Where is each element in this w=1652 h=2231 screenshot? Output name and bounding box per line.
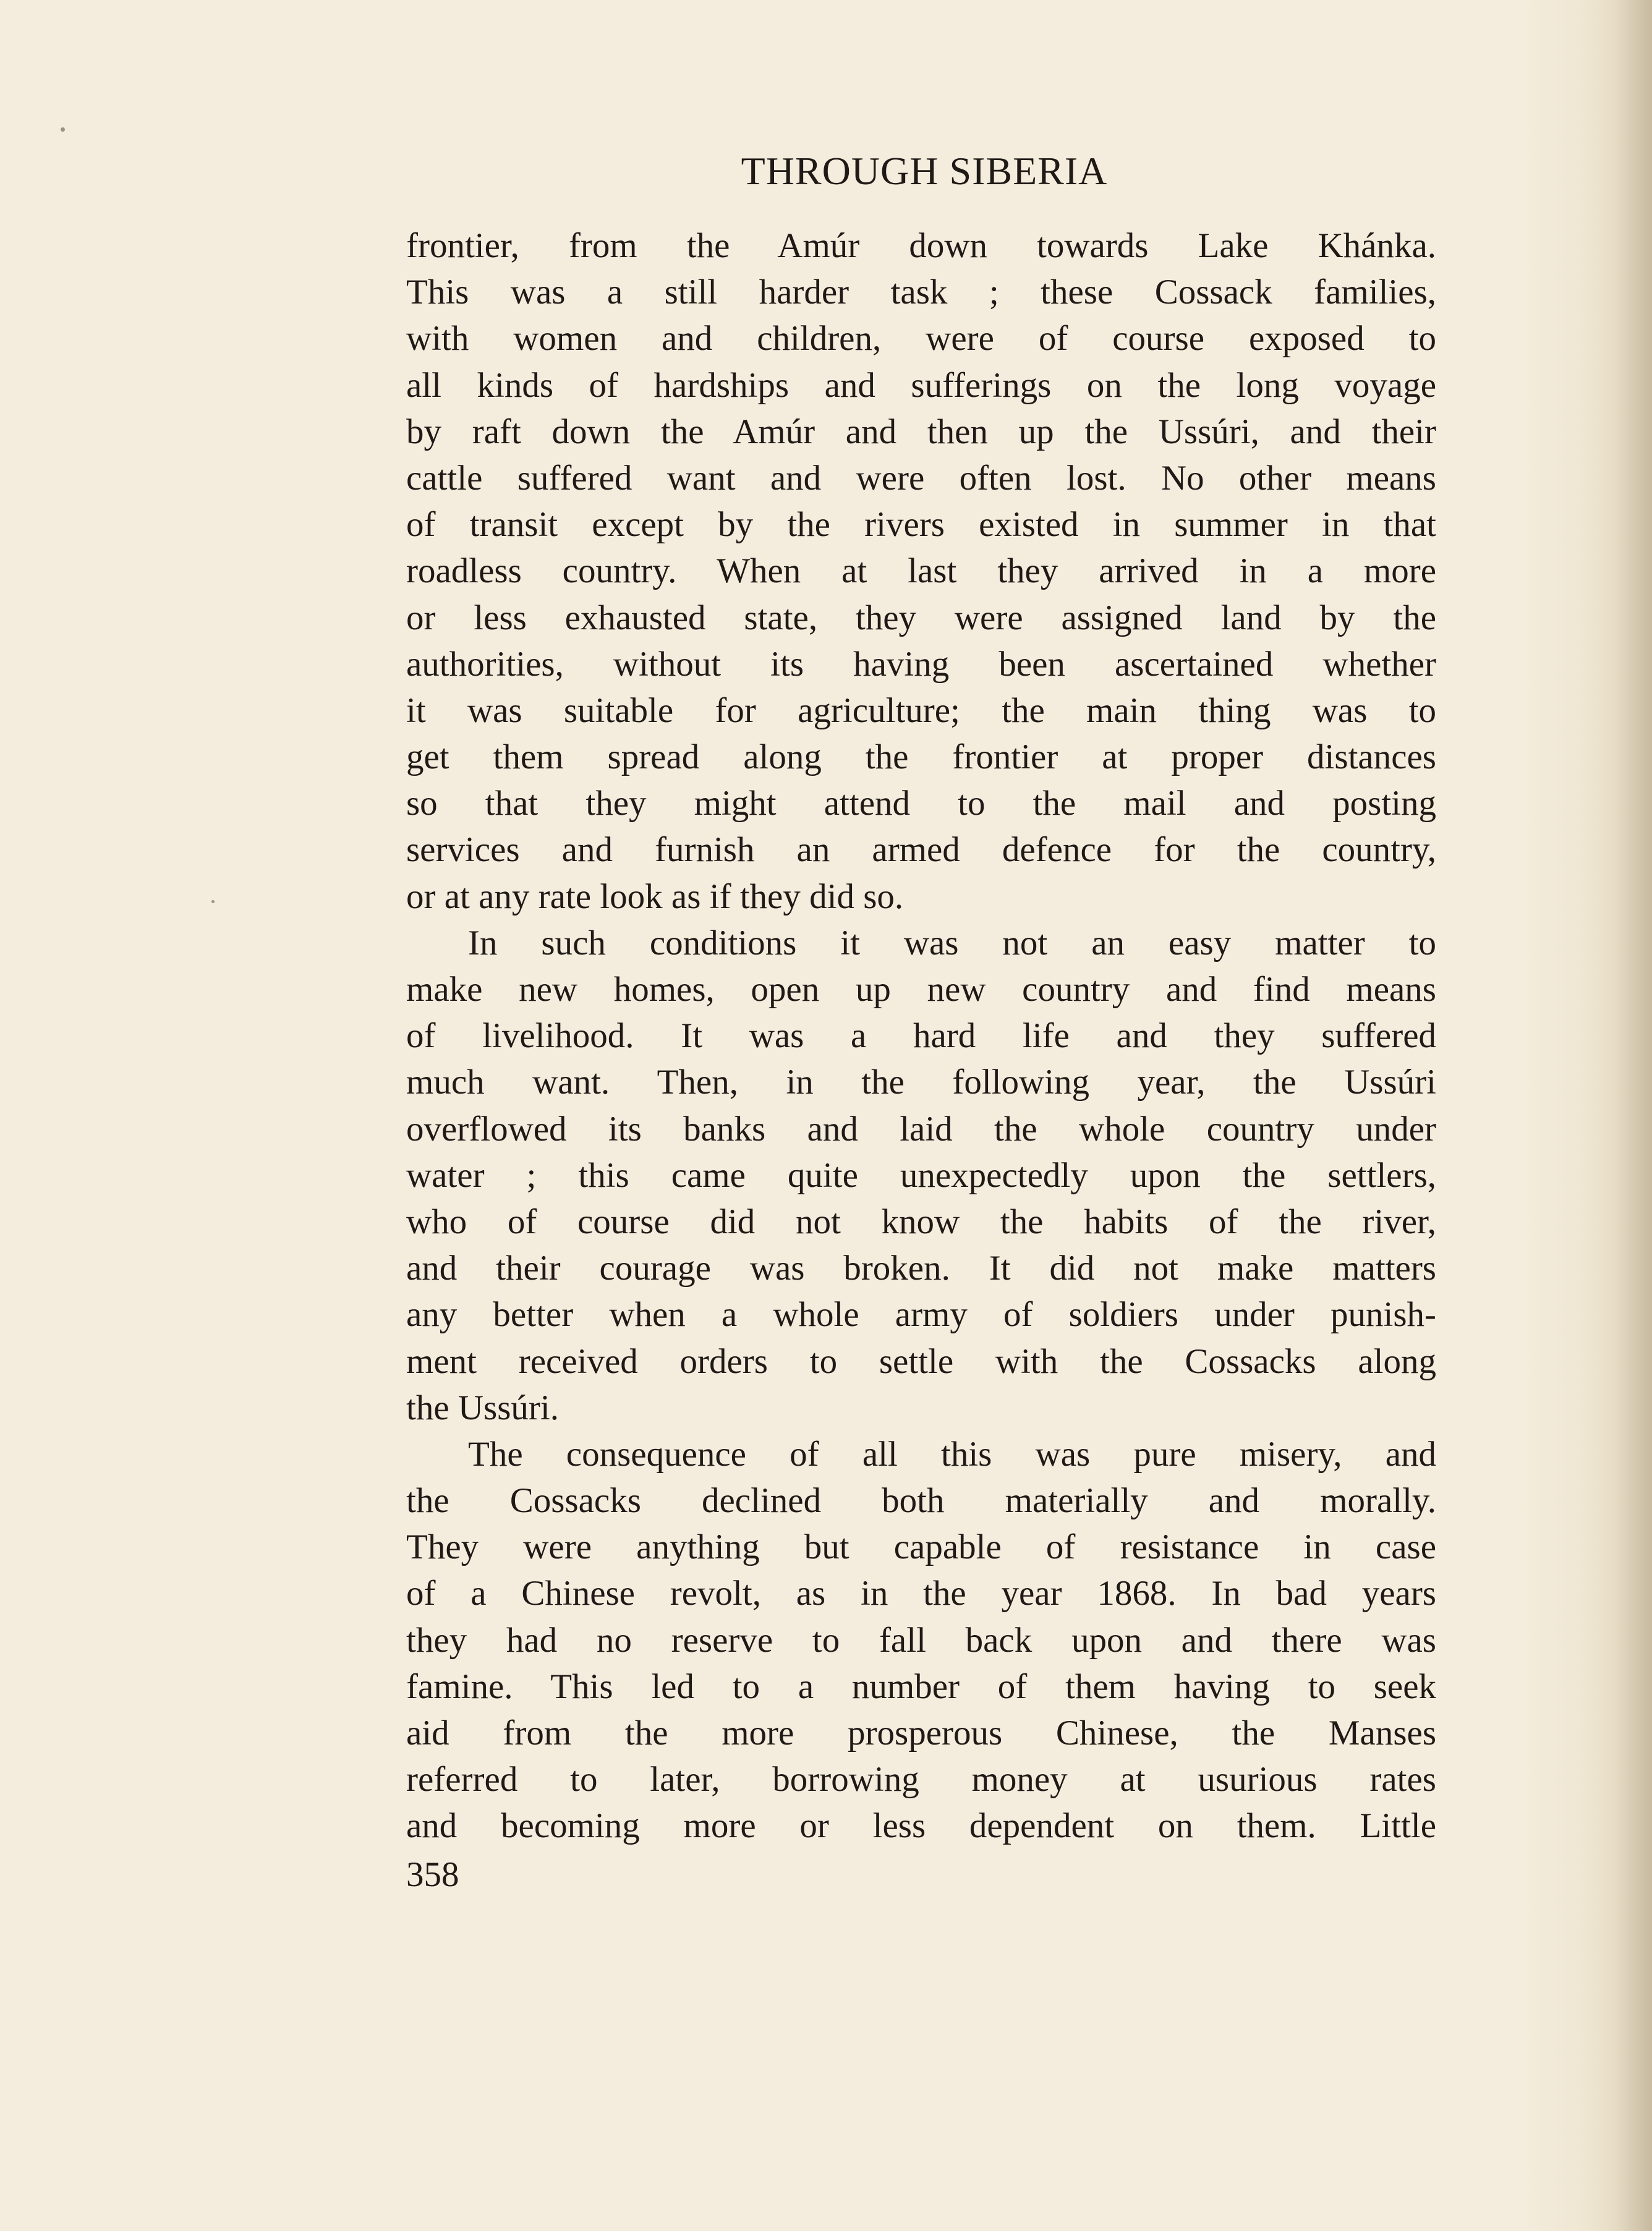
text-line: with women and children, were of course exposed to	[406, 319, 1436, 359]
text-line: aid from the more prosperous Chinese, the Manses	[406, 1714, 1436, 1753]
text-line: who of course did not know the habits of the river,	[406, 1202, 1436, 1241]
paper-speck	[211, 900, 215, 903]
running-head: THROUGH SIBERIA	[741, 149, 1108, 193]
text-line: of transit except by the rivers existed in summer in that	[406, 505, 1436, 545]
text-line: so that they might attend to the mail and posting	[406, 784, 1436, 823]
text-line: and their courage was broken. It did not make matters	[406, 1249, 1436, 1288]
text-line: roadless country. When at last they arrived in a more	[406, 551, 1436, 591]
text-line: referred to later, borrowing money at usurious rates	[406, 1760, 1436, 1800]
text-line: services and furnish an armed defence for the country,	[406, 830, 1436, 870]
text-line: authorities, without its having been ascertained whether	[406, 644, 1436, 684]
text-line: by raft down the Amúr and then up the Ussúri, and their	[406, 412, 1436, 451]
text-line: frontier, from the Amúr down towards Lake Khánka.	[406, 226, 1436, 265]
text-line: the Ussúri.	[406, 1388, 559, 1427]
text-line: They were anything but capable of resistance in case	[406, 1528, 1436, 1567]
text-line: famine. This led to a number of them having to seek	[406, 1667, 1436, 1706]
text-line: and becoming more or less dependent on them. Little	[406, 1806, 1436, 1846]
text-line: of a Chinese revolt, as in the year 1868. In bad years	[406, 1574, 1436, 1613]
paper-speck	[61, 127, 65, 132]
text-line: ment received orders to settle with the Cossacks along	[406, 1341, 1436, 1381]
text-line: they had no reserve to fall back upon and there was	[406, 1620, 1436, 1660]
text-line: the Cossacks declined both materially and morally.	[406, 1481, 1436, 1521]
text-line: it was suitable for agriculture; the main thing was to	[406, 691, 1436, 730]
page-number: 358	[406, 1855, 459, 1894]
text-line: or at any rate look as if they did so.	[406, 877, 904, 916]
body-text	[406, 223, 1436, 1850]
text-line: much want. Then, in the following year, the Ussúri	[406, 1063, 1436, 1102]
text-line: water ; this came quite unexpectedly upon the settlers,	[406, 1155, 1436, 1195]
text-line: cattle suffered want and were often lost. No other means	[406, 458, 1436, 498]
text-line: any better when a whole army of soldiers under punish-	[406, 1295, 1436, 1335]
page-edge-shadow	[1612, 0, 1652, 2231]
text-line: make new homes, open up new country and find means	[406, 970, 1436, 1009]
text-line: or less exhausted state, they were assigned land by the	[406, 598, 1436, 637]
text-line: of livelihood. It was a hard life and they suffered	[406, 1016, 1436, 1056]
text-line: overflowed its banks and laid the whole country under	[406, 1109, 1436, 1149]
text-line: In such conditions it was not an easy matter to	[468, 923, 1436, 963]
text-line: The consequence of all this was pure misery, and	[468, 1434, 1436, 1474]
text-line: all kinds of hardships and sufferings on the long voyage	[406, 365, 1436, 405]
text-line: get them spread along the frontier at proper distances	[406, 737, 1436, 777]
text-line: This was a still harder task ; these Cossack families,	[406, 273, 1436, 312]
